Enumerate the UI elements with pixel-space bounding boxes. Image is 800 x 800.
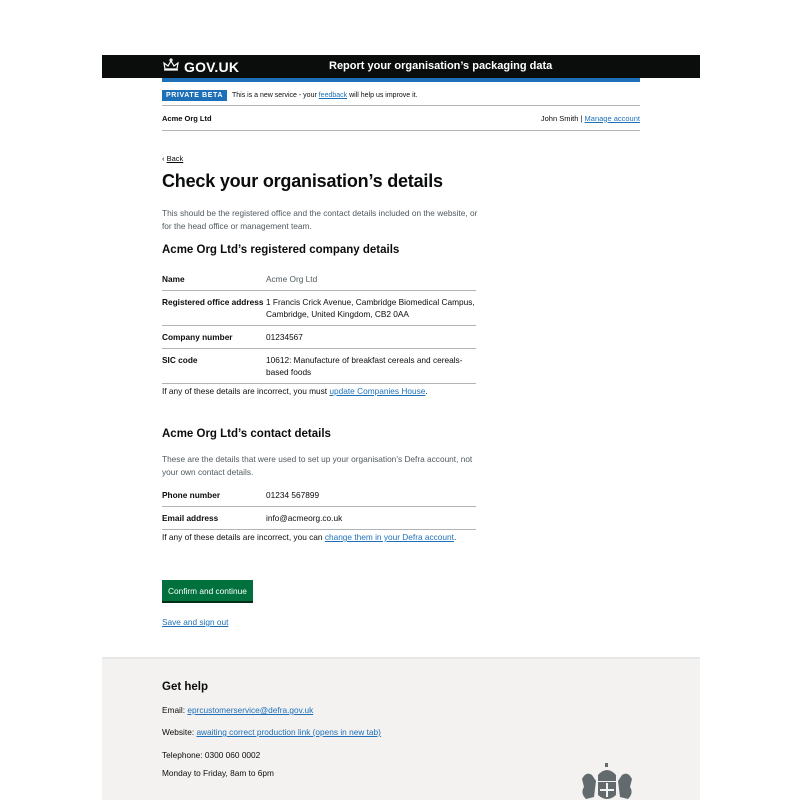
row-value: 10612: Manufacture of breakfast cereals and cereals-based foods (266, 355, 463, 377)
summary-row-sic-code (162, 349, 476, 384)
website-label: Website: (162, 727, 197, 737)
row-key: SIC code (162, 355, 198, 365)
manage-account-link[interactable]: Manage account (584, 113, 640, 123)
chevron-left-icon: ‹ (162, 154, 167, 163)
row-key: Email address (162, 513, 219, 523)
row-value: info@acmeorg.co.uk (266, 513, 343, 523)
row-value: 1 Francis Crick Avenue, Cambridge Biomedical Campus, Cambridge, United Kingdom, CB2 0AA (266, 297, 475, 319)
summary-row-address (162, 291, 476, 326)
summary-row-company-number (162, 326, 476, 349)
crown-icon (162, 58, 184, 75)
phase-text-after: will help us improve it. (347, 91, 418, 99)
royal-coat-of-arms-icon (576, 763, 638, 800)
company-details-heading: Acme Org Ltd’s registered company details (162, 244, 400, 256)
row-key: Company number (162, 332, 233, 342)
row-value: 01234567 (266, 332, 303, 342)
contact-details-list (162, 484, 476, 530)
page (102, 0, 700, 800)
summary-row-name (162, 268, 476, 291)
note-text-end: . (453, 532, 457, 542)
company-details-note (162, 385, 476, 398)
note-text-end: . (425, 386, 428, 396)
email-label: Email: (162, 705, 188, 715)
phase-banner (162, 88, 640, 106)
phase-text-before: This is a new service - your (231, 91, 319, 99)
organisation-name: Acme Org Ltd (162, 113, 212, 123)
service-name[interactable]: Report your organisation’s packaging data (329, 60, 553, 72)
summary-row-email (162, 507, 476, 530)
feedback-link[interactable]: feedback (318, 91, 348, 99)
get-help-heading: Get help (162, 681, 209, 693)
row-key: Registered office address (162, 297, 264, 307)
row-value: 01234 567899 (266, 490, 320, 500)
website-link[interactable]: awaiting correct production link (opens in new tab) (196, 727, 381, 737)
contact-details-heading: Acme Org Ltd’s contact details (162, 428, 331, 440)
account-links (541, 114, 640, 123)
page-title: Check your organisation’s details (162, 171, 443, 191)
user-name: John Smith (540, 113, 579, 123)
govuk-header (102, 55, 700, 78)
footer-website (162, 727, 381, 737)
note-text: If any of these details are incorrect, you can (162, 532, 325, 542)
govuk-logo-link[interactable] (162, 58, 239, 75)
company-details-list (162, 268, 476, 384)
phase-text (232, 92, 418, 99)
header-stripe (162, 78, 640, 82)
back-link-label: Back (166, 154, 184, 163)
footer-telephone: Telephone: 0300 060 0002 (162, 750, 261, 760)
row-key: Name (162, 274, 185, 284)
row-value: Acme Org Ltd (266, 274, 318, 284)
separator: | (578, 113, 585, 123)
row-key: Phone number (162, 490, 221, 500)
confirm-and-continue-button[interactable]: Confirm and continue (162, 580, 253, 601)
phase-tag: PRIVATE BETA (162, 90, 227, 101)
account-bar (162, 106, 640, 131)
logo-text: GOV.UK (184, 58, 240, 75)
contact-details-note (162, 531, 476, 544)
footer (102, 657, 700, 800)
change-defra-account-link[interactable]: change them in your Defra account (324, 532, 454, 542)
summary-row-phone (162, 484, 476, 507)
back-link[interactable] (162, 154, 183, 163)
footer-hours: Monday to Friday, 8am to 6pm (162, 768, 274, 778)
note-text: If any of these details are incorrect, you must (162, 386, 330, 396)
lead-paragraph: This should be the registered office and the contact details included on the website, or for the head office or management team. (162, 208, 478, 231)
contact-details-description: These are the details that were used to set up your organisation’s Defra account, not your own contact details. (162, 454, 473, 477)
save-and-sign-out-link[interactable]: Save and sign out (162, 617, 229, 627)
footer-email (162, 705, 313, 715)
email-link[interactable]: eprcustomerservice@defra.gov.uk (187, 705, 314, 715)
update-companies-house-link[interactable]: update Companies House (329, 386, 426, 396)
